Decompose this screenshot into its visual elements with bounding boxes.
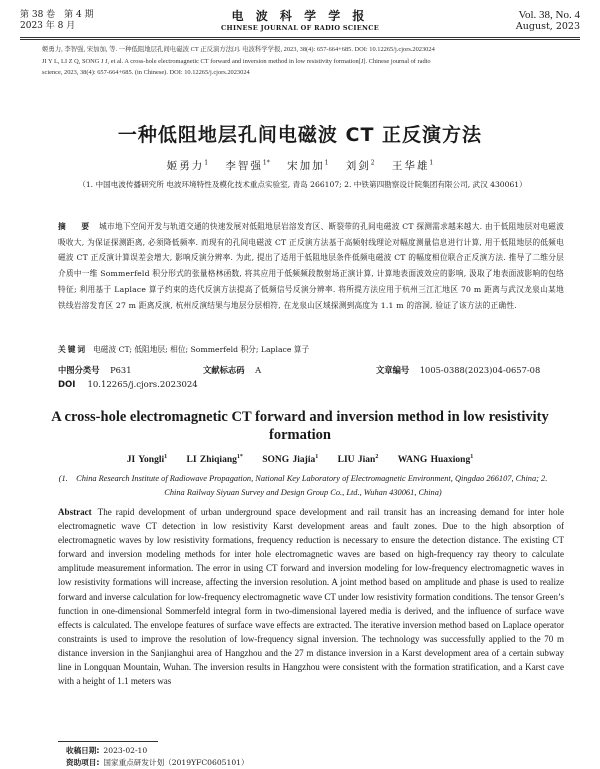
abstract-zh-label: 摘 要	[58, 222, 94, 231]
doi-label: DOI	[58, 380, 76, 390]
citation-line-2: JI Y L, LI Z Q, SONG J J, et al. A cross-hole electromagnetic CT forward and inversion method in low resistivity formation[J]. Chinese journal of radio	[42, 57, 431, 65]
footnote-rule	[58, 741, 158, 742]
abstract-en-text: The rapid development of urban underground space development and rail transit has an increasing demand for inter hole electromagnetic wave CT detection in low resistivity Karst development areas and fault zones. Due to the high absorption of electromagnetic waves by low resistivity formations, frequency reduction is necessary to ensure the detection distance. The existing CT forward and inversion modeling methods for inter hole electromagnetic waves are based on high-frequency ray theory to calculate amplitude measurement information. The error in using CT forward and inversion modeling for low-frequency electromagnetic waves in low resistivity formations will increase, affecting the inversion resolution. A joint method based on amplitude and phase is used to realize forward and inverse calculation for low-frequency electromagnetic wave CT under low resistivity formation conditions. The tensor Green’s function in one-dimensional Sommerfeld integral form in two-dimensional layered media is derived, and the influence of surface wave effects is calculated. The envelope features of surface wave effects are extracted. The iterative inversion method based on Laplace operator constraints is used to improve the resolution of low-frequency signal inversion. The technology was successfully applied to the 70 m distance inversion in the Sanjianghui area of Hangzhou and the 27 m distance inversion in a Karst development area of a certain subway line in Longquan Mountain, Wuhan. The inversion results in Hangzhou were consistent with the formation stratification, and a Karst cave with a height of 1.1 meters was	[58, 507, 564, 687]
abstract-en	[58, 505, 564, 688]
journal-name-zh: 电 波 科 学 学 报	[231, 9, 369, 23]
authors-zh	[20, 158, 580, 173]
title-zh: 一种低阻地层孔间电磁波 CT 正反演方法	[117, 124, 483, 146]
citation-block	[42, 44, 562, 79]
title-en: A cross-hole electromagnetic CT forward and inversion method in low resistivity formation	[51, 409, 549, 443]
author-zh: 刘剑$^2$	[345, 159, 375, 172]
received-date: 收稿日期: 2023-02-10	[66, 746, 148, 755]
issue-zh: 第 38 卷 第 4 期	[20, 10, 94, 20]
doi-line	[58, 380, 198, 390]
header-center	[20, 10, 580, 33]
author-zh: 宋加加$^1$	[287, 159, 329, 172]
header-rule-bottom	[20, 39, 580, 40]
affiliation-zh: （1. 中国电波传播研究所 电波环境特性及模化技术重点实验室, 青岛 266107; 2. 中铁第四勘察设计院集团有限公司, 武汉 430061）	[78, 180, 527, 189]
date-zh: 2023 年 8 月	[20, 21, 76, 31]
author-en: LIU Jian$^2$	[337, 454, 379, 466]
footnote-block	[66, 745, 249, 769]
date-en: August, 2023	[515, 21, 580, 32]
abstract-zh-text: 城市地下空间开发与轨道交通的快速发展对低阻地层岩溶发育区、断裂带的孔间电磁波 CT 探测需求越来越大. 由于低阻地层对电磁波吸收大, 为保证探测距离, 必须降低频率. 而现有的孔间电磁波 CT 正反演方法基于高频射线理论对幅度测量信息进行计算, 用于低阻地层的低频电磁波 CT 正反演计算误差会增大, 影响反演分辨率. 为此, 提出了适用于低阻地层条件低频电磁波 CT 的幅度相位联合正反演方法. 推导了二维分层介质中一维 Sommerfeld 积分形式的张量格林函数, 将其应用于低频频段散射场正演计算, 计算地表面波效应的影响, 汲取了地表面波影响的包络特征; 利用基于 Laplace 算子约束的迭代反演方法提高了低频信号反演分辨率. 将所提方法应用于杭州三江汇地区 70 m 距离与武汉龙泉山某地铁线岩溶发育区 27 m 距离反演, 杭州反演结果与地层分层相符, 在龙泉山区域探测到高度为 1.1 m 的溶洞, 验证了该方法的正确性.	[58, 222, 564, 310]
article-number: 文章编号 1005-0388(2023)04-0657-08	[376, 365, 541, 375]
citation-line-3: science, 2023, 38(4): 657-664+685. (in Chinese). DOI: 10.12265/j.cjors.2023024	[42, 69, 250, 76]
abstract-zh	[58, 219, 564, 313]
volume-en: Vol. 38, No. 4	[518, 9, 580, 21]
abstract-en-label: Abstract	[58, 507, 92, 517]
author-en: WANG Huaxiong$^1$	[397, 454, 474, 466]
author-zh: 姬勇力$^1$	[166, 159, 209, 172]
classification-row	[58, 364, 578, 377]
keywords-zh	[58, 344, 564, 356]
authors-en	[40, 454, 560, 465]
clc-code: 中图分类号 P631	[58, 365, 132, 375]
funding: 资助项目: 国家重点研发计划（2019YFC0605101）	[66, 758, 249, 767]
keywords-zh-label: 关键词	[58, 345, 88, 354]
author-zh: 王华雄$^1$	[391, 159, 434, 172]
author-zh: 李智强$^{1*}$	[225, 159, 270, 172]
affiliation-en: (1. China Research Institute of Radiowave Propagation, National Key Laboratory of Electromagnetic Environment, Qingdao 266107, China; 2. China Railway Siyuan Survey and Design Group Co., Ltd., Wuhan 430061, China)	[58, 474, 556, 497]
journal-header	[20, 10, 580, 38]
header-right	[516, 10, 580, 32]
author-en: JI Yongli$^1$	[126, 454, 168, 466]
header-rule-top	[20, 37, 580, 38]
author-en: LI Zhiqiang$^{1*}$	[186, 454, 243, 466]
keywords-zh-text: 电磁波 CT; 低阻地层; 相位; Sommerfeld 积分; Laplace 算子	[93, 345, 310, 354]
doi-value[interactable]: 10.12265/j.cjors.2023024	[87, 380, 198, 390]
journal-name-en: CHINESE JOURNAL OF RADIO SCIENCE	[221, 24, 379, 32]
author-en: SONG Jiajia$^1$	[262, 454, 319, 466]
citation-line-1: 姬勇力, 李智强, 宋加加, 等. 一种低阻地层孔间电磁波 CT 正反演方法[J]. 电波科学学报, 2023, 38(4): 657-664+685. DOI: 10.12265/j.cjors.2023024	[42, 46, 435, 53]
document-code: 文献标志码 A	[203, 365, 262, 375]
